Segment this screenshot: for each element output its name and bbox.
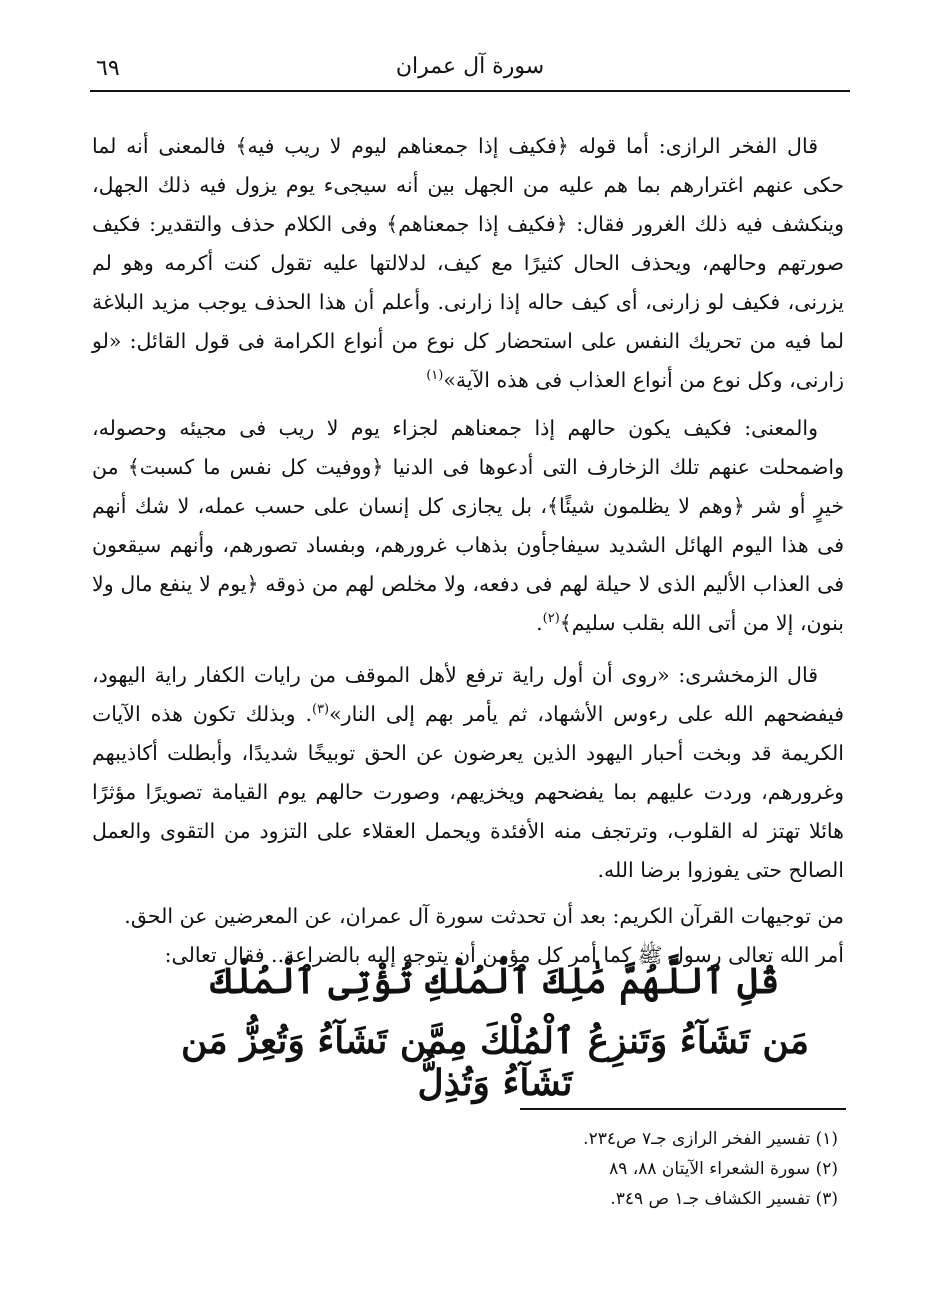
footnote: (١) تفسير الفخر الرازى جـ٧ ص٢٣٤. (583, 1129, 838, 1149)
paragraph-text: قال الزمخشرى: «روى أن أول راية ترفع لأهل الموقف من رايات الكفار راية اليهود، فيفضحهم الله على رءوس الأشهاد، ثم يأمر بهم إلى النار» (92, 662, 844, 726)
guidance-line: أمر الله تعالى رسول ﷺ كما أمر كل مؤمن أن يتوجه إليه بالضراعة.. فقال تعالى: (164, 942, 844, 967)
footnote-ref: (٣) (311, 701, 330, 717)
paragraph-meaning (92, 409, 844, 643)
paragraph-razi (92, 127, 844, 400)
footnote-ref: (١) (426, 367, 444, 383)
paragraph-zamakhshari (92, 656, 844, 890)
paragraph-text: قال الفخر الرازى: أما قوله ﴿فكيف إذا جمعناهم ليوم لا ريب فيه﴾ فالمعنى أنه لما حكى عنهم اغترارهم بما هم عليه من الجهل بين أنه سيجىء يوم يزول فيه ذلك الجهل، وينكشف فيه ذلك الغرور فقال: ﴿فكيف إذا جمعناهم﴾ وفى الكلام حذف والتقدير: فكيف صورتهم وحالهم، ويحذف الحال كثيرًا مع كيف، لدلالتها عليه تقول كنت أكرمه وهو لم يزرنى، فكيف لو زارنى، أى كيف حاله إذا زارنى. وأعلم أن هذا الحذف يوجب مزيد البلاغة لما فيه من تحريك النفس على استحضار كل نوع من أنواع الكرامة فى قول القائل: «لو زارنى، وكل نوع من أنواع العذاب فى هذه الآية» (92, 133, 844, 392)
paragraph-tail: . وبذلك تكون هذه الآيات الكريمة قد وبخت أحبار اليهود الذين يعرضون عن الحق توبيخًا شديدًا، وأبطلت أكاذيبهم وغرورهم، وردت عليهم بما يفضحهم ويخزيهم، وصورت حالهم يوم القيامة تصويرًا مؤثرًا هائلا تهتز له القلوب، وترتجف منه الأفئدة ويحمل العقلاء على التزود من التقوى والعمل الصالح حتى يفوزوا برضا الله. (92, 701, 844, 882)
quran-verse-line: مَن تَشَآءُ وَتَنزِعُ ٱلْمُلْكَ مِمَّن تَشَآءُ وَتُعِزُّ مَن تَشَآءُ وَتُذِلُّ (180, 1020, 810, 1104)
paragraph-text: والمعنى: فكيف يكون حالهم إذا جمعناهم لجزاء يوم لا ريب فى مجيئه وحصوله، واضمحلت عنهم تلك الزخارف التى أدعوها فى الدنيا ﴿ووفيت كل نفس ما كسبت﴾ من خيرٍ أو شر ﴿وهم لا يظلمون شيئًا﴾، بل يجازى كل إنسان على حسب عمله، لا شك أنهم فى هذا اليوم الهائل الشديد سيفاجأون بذهاب غرورهم، وبفساد تصورهم، وأنهم سيقعون فى العذاب الأليم الذى لا حيلة لهم فى دفعه، ولا مخلص لهم من ذوقه ﴿يوم لا ينفع مال ولا بنون، إلا من أتى الله بقلب سليم﴾ (92, 415, 844, 635)
guidance-line: من توجيهات القرآن الكريم: بعد أن تحدثت سورة آل عمران، عن المعرضين عن الحق. (124, 903, 844, 928)
header-rule (90, 90, 850, 92)
running-title: سورة آل عمران (395, 54, 545, 79)
footnote-ref: (٢) (542, 610, 560, 626)
paragraph-tail: . (536, 610, 543, 635)
page-number: ٦٩ (96, 56, 120, 81)
quran-verse-line: قُلِ ٱللَّهُمَّ مَٰلِكَ ٱلْمُلْكِ تُؤْتِى ٱلْمُلْكَ (210, 960, 780, 1002)
footnote: (٣) تفسير الكشاف جـ١ ص ٣٤٩. (610, 1189, 838, 1209)
footnote-rule (520, 1108, 846, 1110)
footnotes (420, 1124, 838, 1214)
footnote: (٢) سورة الشعراء الآيتان ٨٨، ٨٩ (609, 1159, 838, 1179)
page-header (90, 48, 850, 92)
